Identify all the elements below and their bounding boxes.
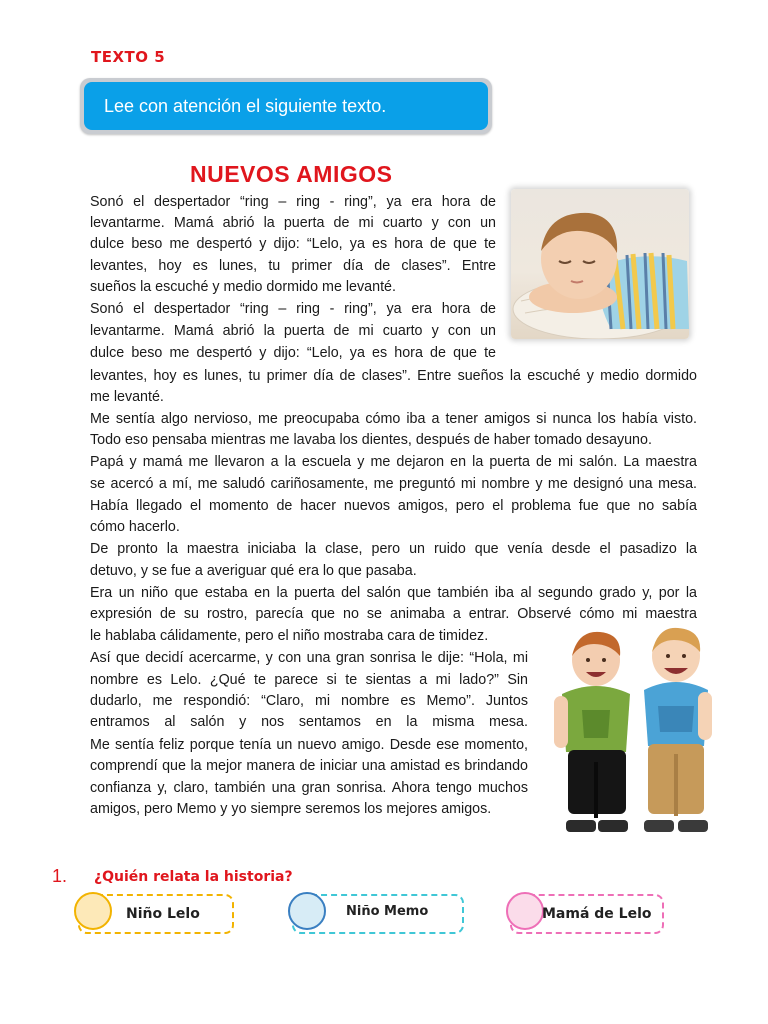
- story-line: levantarme. Mamá abrió la puerta de mi cuarto y con un: [90, 215, 496, 231]
- story-line: Me sentía feliz porque tenía un nuevo amigo. Desde ese momento,: [90, 737, 528, 753]
- story-line: cómo hacerlo.: [90, 519, 180, 535]
- story-line: Sonó el despertador “ring – ring - ring”, ya era hora de: [90, 194, 496, 210]
- option-nino-memo[interactable]: [292, 894, 464, 934]
- story-line: De pronto la maestra iniciaba la clase, pero un ruido que venía desde el pasadizo la: [90, 541, 697, 557]
- option-label: Mamá de Lelo: [542, 906, 652, 922]
- option-radio-circle[interactable]: [74, 892, 112, 930]
- story-line: Así que decidí acercarme, y con una gran sonrisa le dije: “Hola, mi: [90, 650, 528, 666]
- option-radio-circle[interactable]: [288, 892, 326, 930]
- option-nino-lelo[interactable]: [78, 894, 234, 934]
- question-text: ¿Quién relata la historia?: [94, 869, 293, 885]
- option-mama-de-lelo[interactable]: [510, 894, 664, 934]
- two-laughing-boys-photo: [548, 622, 723, 844]
- story-line: entramos al salón y nos sentamos en la misma mesa.: [90, 714, 528, 730]
- story-line: Todo eso pensaba mientras me lavaba los dientes, después de haber tomado desayuno.: [90, 432, 652, 448]
- story-line: sueños la escuché y medio dormido me levanté.: [90, 279, 396, 295]
- story-line: amigos, pero Memo y yo siempre seremos los mejores amigos.: [90, 801, 492, 817]
- story-line: dudarlo, me respondió: “Claro, mi nombre es Memo”. Juntos: [90, 693, 528, 709]
- story-line: dulce beso me despertó y dijo: “Lelo, ya es hora de que te: [90, 236, 496, 252]
- story-line: me levanté.: [90, 389, 164, 405]
- story-line: Había llegado el momento de hacer nuevos amigos, pero el problema fue que no sabía: [90, 498, 697, 514]
- story-line: detuvo, y se fue a averiguar qué era lo que pasaba.: [90, 563, 417, 579]
- story-line: levantes, hoy es lunes, tu primer día de clases”. Entre: [90, 258, 496, 274]
- story-line: levantarme. Mamá abrió la puerta de mi cuarto y con un: [90, 323, 496, 339]
- story-line: Me sentía algo nervioso, me preocupaba cómo iba a tener amigos si nunca los había visto.: [90, 411, 697, 427]
- story-line: confianza y, claro, también una gran sonrisa. Ahora tengo muchos: [90, 780, 528, 796]
- story-line: levantes, hoy es lunes, tu primer día de clases”. Entre sueños la escuché y medio dormido: [90, 368, 697, 384]
- story-line: expresión de su rostro, parecía que no se animaba a entrar. Observé cómo mi maestra: [90, 606, 697, 622]
- story-line: Sonó el despertador “ring – ring - ring”, ya era hora de: [90, 301, 496, 317]
- question-number: 1.: [52, 866, 68, 886]
- sleeping-boy-illustration: [511, 189, 689, 339]
- option-label: Niño Memo: [346, 904, 429, 919]
- story-line: dulce beso me despertó y dijo: “Lelo, ya es hora de que te: [90, 345, 496, 361]
- story-line: se acercó a mí, me saludó cariñosamente, me preguntó mi nombre y me designó una mesa.: [90, 476, 697, 492]
- story-line: comprendí que la mejor manera de iniciar una amistad es brindando: [90, 758, 528, 774]
- story-line: nombre es Lelo. ¿Qué te parece si te sientas a mi lado?” Sin: [90, 672, 528, 688]
- two-boys-illustration: [548, 622, 723, 844]
- option-radio-circle[interactable]: [506, 892, 544, 930]
- story-line: Era un niño que estaba en la puerta del salón que también iba al segundo grado y, por la: [90, 585, 697, 601]
- section-tag: TEXTO 5: [91, 48, 166, 66]
- instruction-text: Lee con atención el siguiente texto.: [84, 82, 488, 130]
- instruction-banner: [80, 78, 492, 134]
- story-line: Papá y mamá me llevaron a la escuela y me dejaron en la puerta de mi salón. La maestra: [90, 454, 697, 470]
- story-line: le hablaba cálidamente, pero el niño mostraba cara de timidez.: [90, 628, 489, 644]
- sleeping-boy-photo: [511, 189, 689, 339]
- option-label: Niño Lelo: [126, 906, 200, 922]
- story-title: NUEVOS AMIGOS: [190, 161, 393, 187]
